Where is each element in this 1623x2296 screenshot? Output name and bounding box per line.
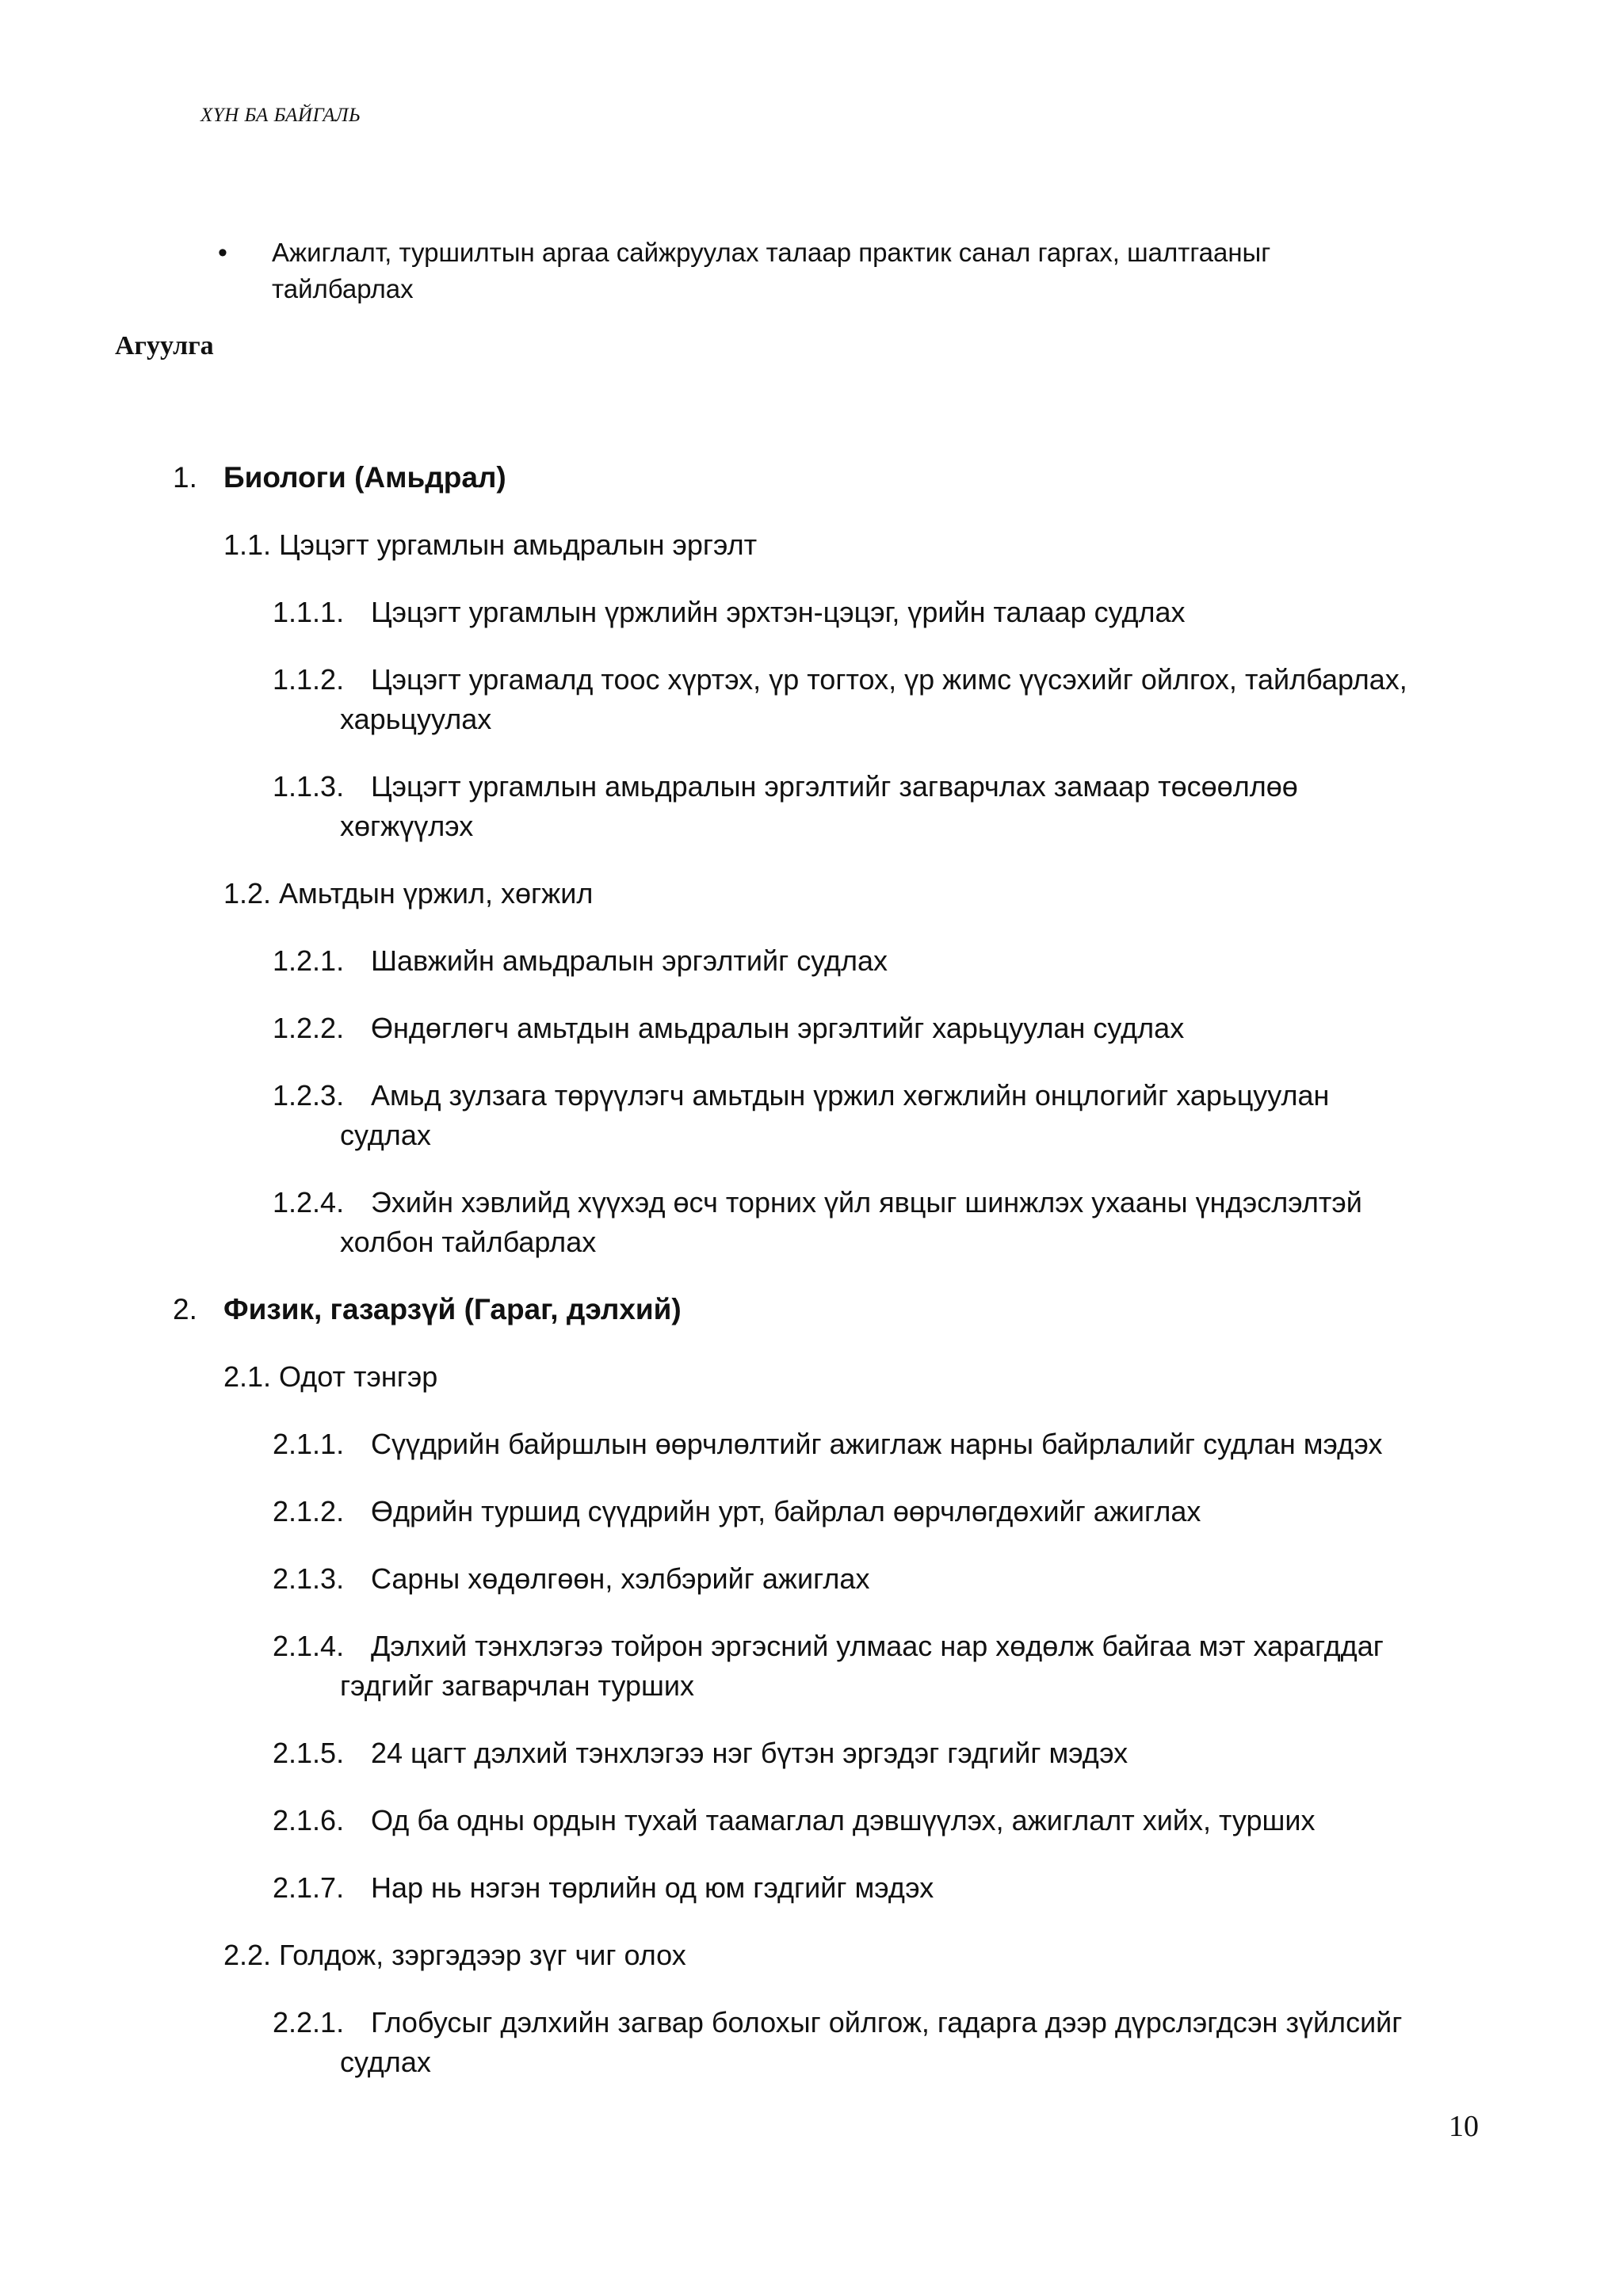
list-item: 1.1.3. Цэцэгт ургамлын амьдралын эргэлтийг загварчлах замаар төсөөллөө хөгжүүлэх (273, 770, 1298, 842)
bullet-icon: • (218, 238, 227, 268)
list-item: 2.1.4. Дэлхий тэнхлэгээ тойрон эргэсний улмаас нар хөдөлж байгаа мэт харагддаг гэдгийг загварчлан турших (273, 1630, 1384, 1702)
list-item: 2.1.7. Нар нь нэгэн төрлийн од юм гэдгийг мэдэх (273, 1871, 934, 1904)
list-item: 1.2.4. Эхийн хэвлийд хүүхэд өсч торних үйл явцыг шинжлэх ухааны үндэслэлтэй холбон тайлбарлах (273, 1186, 1362, 1258)
subsection-heading: 2.1. Одот тэнгэр (223, 1360, 438, 1393)
list-item: 2.1.5. 24 цагт дэлхий тэнхлэгээ нэг бүтэн эргэдэг гэдгийг мэдэх (273, 1737, 1128, 1769)
list-item: 2.2.1. Глобусыг дэлхийн загвар болохыг ойлгож, гадарга дээр дүрслэгдсэн зүйлсийг судлах (273, 2006, 1403, 2078)
list-item: 2.1.6. Од ба одны ордын тухай таамаглал дэвшүүлэх, ажиглалт хийх, турших (273, 1804, 1316, 1836)
list-item: 2.1.3. Сарны хөдөлгөөн, хэлбэрийг ажиглах (273, 1562, 870, 1595)
intro-bullet (218, 235, 1486, 307)
list-item: 2.1.1. Сүүдрийн байршлын өөрчлөлтийг ажиглаж нарны байрлалийг судлан мэдэх (273, 1428, 1383, 1460)
subsection-heading: 2.2. Голдож, зэргэдээр зүг чиг олох (223, 1939, 686, 1971)
intro-bullet-text: Ажиглалт, туршилтын аргаа сайжруулах талаар практик санал гаргах, шалтгааныг тайлбарлах (272, 238, 1271, 303)
page-number: 10 (1449, 2110, 1479, 2143)
list-item: 1.2.3. Амьд зулзага төрүүлэгч амьтдын үржил хөгжлийн онцлогийг харьцуулан судлах (273, 1079, 1330, 1151)
list-item: 1.1.2. Цэцэгт ургамалд тоос хүртэх, үр тогтох, үр жимс үүсэхийг ойлгох, тайлбарлах, харьцуулах (273, 663, 1407, 735)
running-header: ХҮН БА БАЙГАЛЬ (200, 105, 361, 126)
section-heading: 2. Физик, газарзүй (Гараг, дэлхий) (173, 1293, 682, 1325)
list-item: 2.1.2. Өдрийн туршид сүүдрийн урт, байрлал өөрчлөгдөхийг ажиглах (273, 1495, 1201, 1527)
section-heading: 1. Биологи (Амьдрал) (173, 461, 506, 494)
subsection-heading: 1.2. Амьтдын үржил, хөгжил (223, 877, 594, 910)
list-item: 1.1.1. Цэцэгт ургамлын үржлийн эрхтэн-цэцэг, үрийн талаар судлах (273, 596, 1186, 628)
subsection-heading: 1.1. Цэцэгт ургамлын амьдралын эргэлт (223, 528, 758, 561)
section-title: Агуулга (115, 331, 214, 360)
list-item: 1.2.2. Өндөглөгч амьтдын амьдралын эргэлтийг харьцуулан судлах (273, 1012, 1185, 1044)
list-item: 1.2.1. Шавжийн амьдралын эргэлтийг судлах (273, 944, 888, 977)
